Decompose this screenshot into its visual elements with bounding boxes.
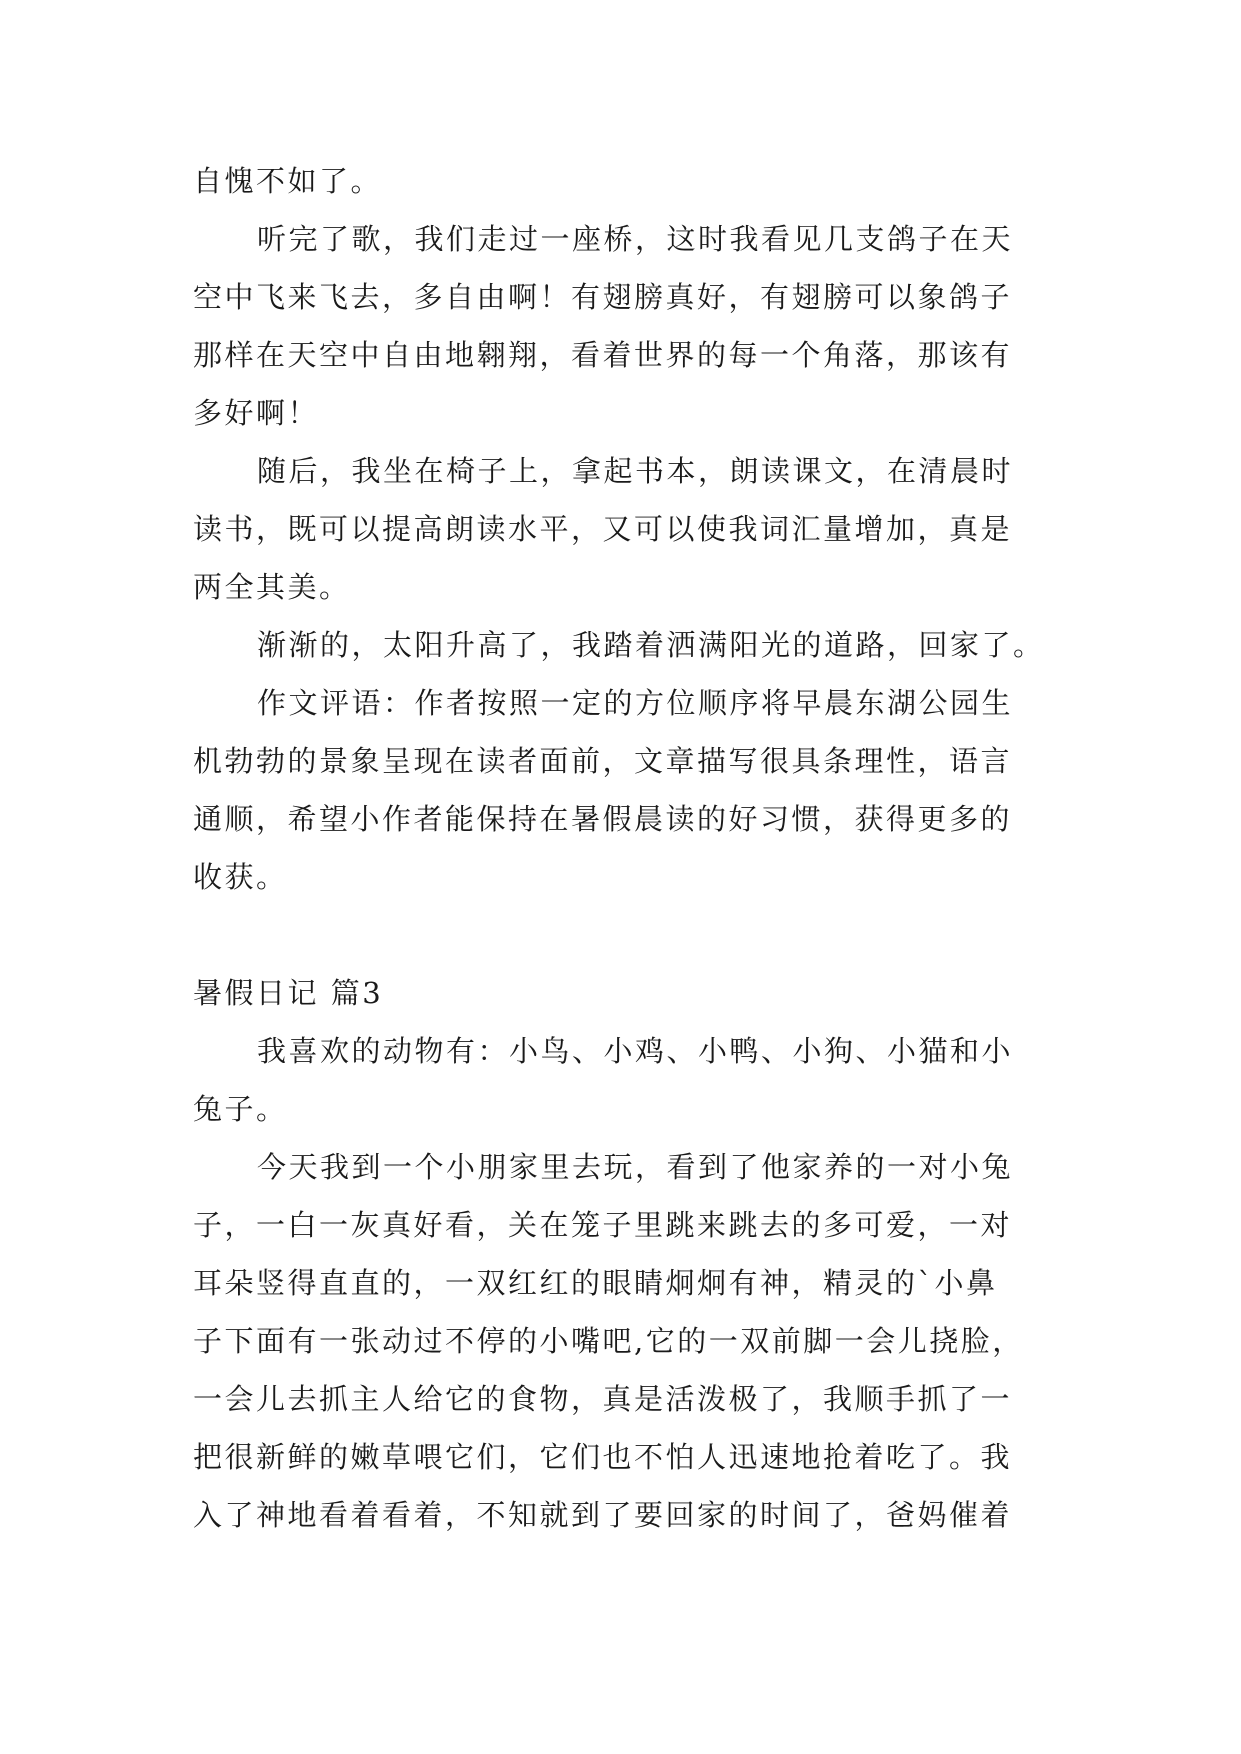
text-line: 机勃勃的景象呈现在读者面前，文章描写很具条理性，语言 <box>193 744 1013 778</box>
text-line: 空中飞来飞去，多自由啊！有翅膀真好，有翅膀可以象鸽子 <box>193 280 1013 314</box>
document-page <box>193 152 1053 1544</box>
text-line: 一会儿去抓主人给它的食物，真是活泼极了，我顺手抓了一 <box>193 1382 1013 1416</box>
text-line: 子，一白一灰真好看，关在笼子里跳来跳去的多可爱，一对 <box>193 1208 1013 1242</box>
text-line: 听完了歌，我们走过一座桥，这时我看见几支鸽子在天 <box>257 222 1014 256</box>
text-line: 随后，我坐在椅子上，拿起书本，朗读课文，在清晨时 <box>257 454 1014 488</box>
text-line: 作文评语：作者按照一定的方位顺序将早晨东湖公园生 <box>257 686 1014 720</box>
text-line: 自愧不如了。 <box>193 164 383 198</box>
text-line: 子下面有一张动过不停的小嘴吧,它的一双前脚一会儿挠脸， <box>193 1324 1024 1358</box>
text-line: 耳朵竖得直直的，一双红红的眼睛炯炯有神，精灵的`小鼻 <box>193 1266 998 1300</box>
paragraph-gap <box>193 906 1053 964</box>
text-line: 把很新鲜的嫩草喂它们，它们也不怕人迅速地抢着吃了。我 <box>193 1440 1013 1474</box>
text-line: 入了神地看着看着，不知就到了要回家的时间了，爸妈催着 <box>193 1498 1013 1532</box>
text-line: 那样在天空中自由地翱翔，看着世界的每一个角落，那该有 <box>193 338 1013 372</box>
text-line: 今天我到一个小朋家里去玩，看到了他家养的一对小兔 <box>257 1150 1014 1184</box>
text-line: 两全其美。 <box>193 570 351 604</box>
text-line: 通顺，希望小作者能保持在暑假晨读的好习惯，获得更多的 <box>193 802 1013 836</box>
text-line: 渐渐的，太阳升高了，我踏着洒满阳光的道路，回家了。 <box>257 628 1045 662</box>
text-line: 兔子。 <box>193 1092 288 1126</box>
text-line: 收获。 <box>193 860 288 894</box>
text-line: 我喜欢的动物有：小鸟、小鸡、小鸭、小狗、小猫和小 <box>257 1034 1014 1068</box>
text-line: 多好啊！ <box>193 396 320 430</box>
section-title: 暑假日记 篇3 <box>193 976 384 1010</box>
text-line: 读书，既可以提高朗读水平，又可以使我词汇量增加，真是 <box>193 512 1013 546</box>
